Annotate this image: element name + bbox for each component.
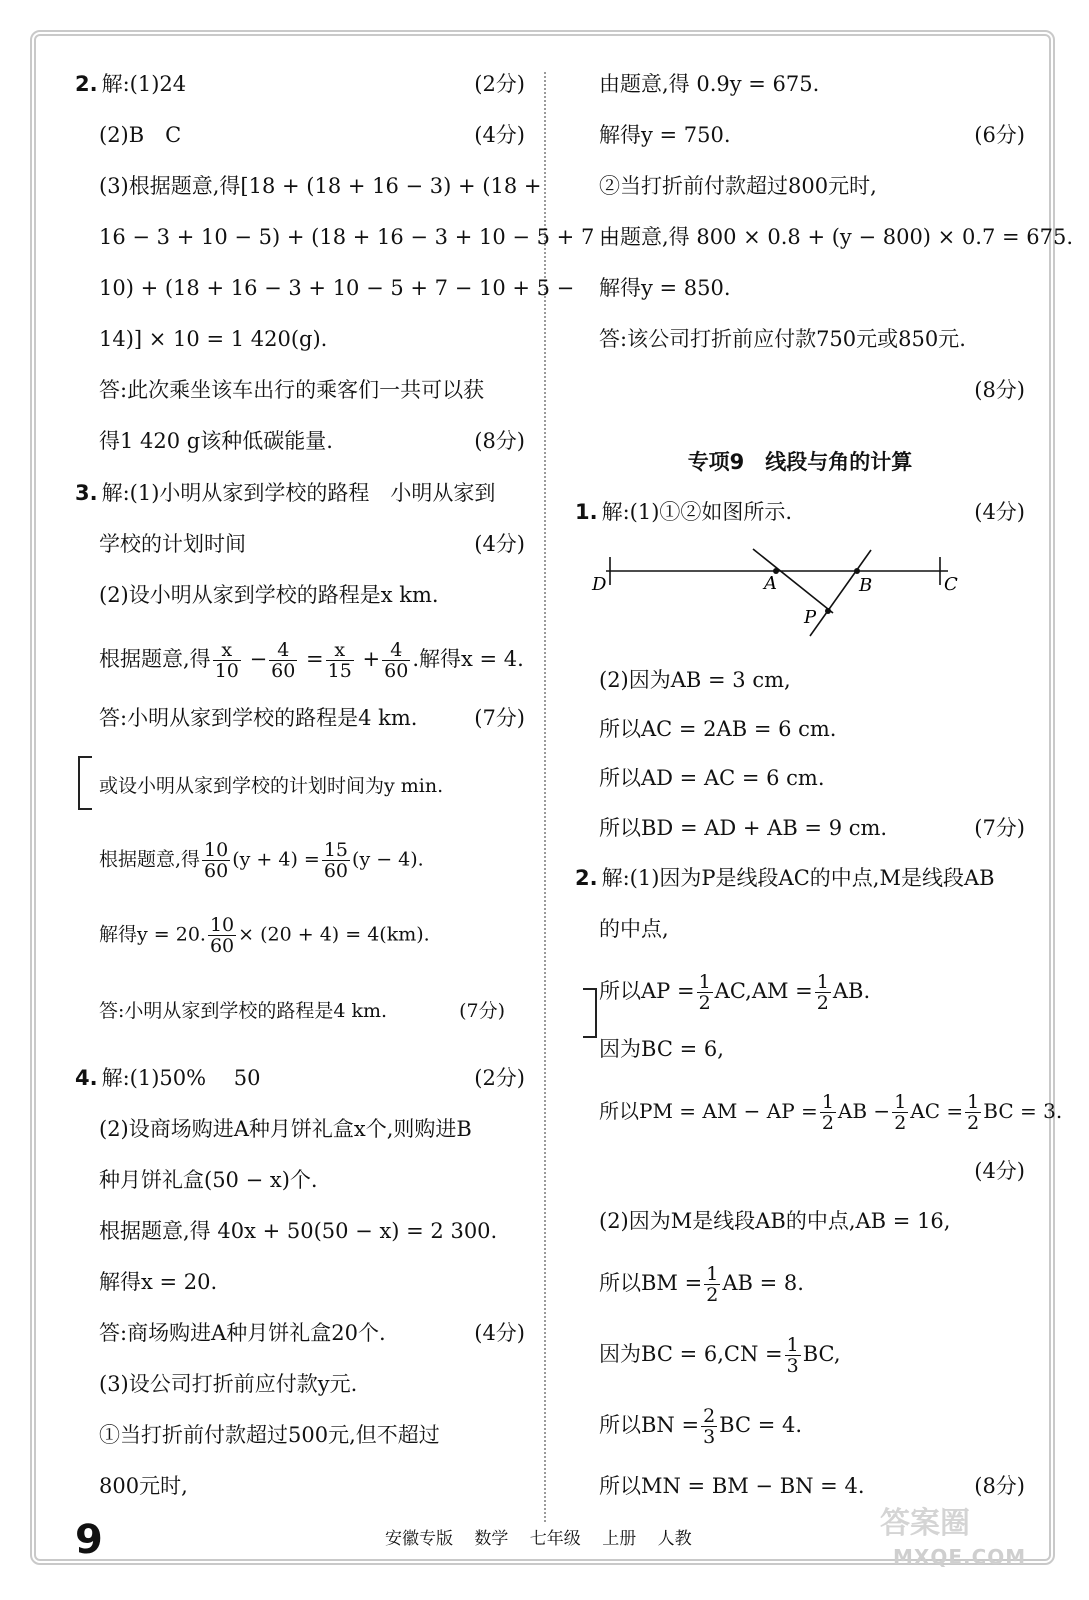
label-b: B xyxy=(859,575,873,596)
q3-line-7: 根据题意,得 $\frac{10}{60}$ (y + 4) = $\frac{15}{60}$ (y − 4). xyxy=(99,839,424,882)
point-b xyxy=(854,568,860,574)
q4-line-2: (2)设商场购进A种月饼礼盒x个,则购进B xyxy=(99,1117,472,1141)
cont-line-5: 解得y = 850. xyxy=(599,276,731,300)
fraction: $\frac{10}{60}$ xyxy=(209,914,235,957)
score: (7分) xyxy=(459,1000,505,1022)
q3-line-6: 或设小明从家到学校的计划时间为y min. xyxy=(99,775,444,797)
q4-line-5: 解得x = 20. xyxy=(99,1270,218,1294)
cont-line-7 xyxy=(575,372,1025,408)
fraction: $\frac{1}{2}$ xyxy=(967,1091,980,1134)
p2-line-5: 所以PM = AM − AP = $\frac{1}{2}$ AB − $\frac{1}{2}$ AC = $\frac{1}{2}$ BC = 3. xyxy=(599,1091,1063,1134)
p2-line-8: 因为BC = 6,CN = $\frac{1}{3}$ BC, xyxy=(599,1334,841,1377)
score: (8分) xyxy=(974,1474,1025,1498)
q4-line-1: 4. 解:(1)50% 50 (2分) xyxy=(75,1060,525,1096)
q4-line-6: 答:商场购进A种月饼礼盒20个. (4分) xyxy=(75,1315,525,1351)
q4-line-4: 根据题意,得 40x + 50(50 − x) = 2 300. xyxy=(99,1219,498,1243)
p2-line-9: 所以BN = $\frac{2}{3}$ BC = 4. xyxy=(599,1405,803,1448)
score: (7分) xyxy=(974,816,1025,840)
q2-line-6: 14)] × 10 = 1 420(g). xyxy=(99,327,328,351)
section-title: 专项9 线段与角的计算 xyxy=(687,450,913,474)
q3-line-1: 3. 解:(1)小明从家到学校的路程 小明从家到 xyxy=(75,481,496,505)
score: (4分) xyxy=(474,532,525,556)
p1-line-1: 1. 解:(1)①②如图所示. (4分) xyxy=(575,494,1025,530)
p2-line-1: 2. 解:(1)因为P是线段AC的中点,M是线段AB xyxy=(575,866,995,890)
p1-line-2: (2)因为AB = 3 cm, xyxy=(599,668,791,692)
score: (6分) xyxy=(974,123,1025,147)
line-segment-diagram xyxy=(588,545,978,645)
fraction: $\frac{2}{3}$ xyxy=(703,1405,716,1448)
q2-line-8: 得1 420 g该种低碳能量. (8分) xyxy=(75,423,525,459)
p2-line-2: 的中点, xyxy=(599,917,669,941)
score: (2分) xyxy=(474,1066,525,1090)
score: (4分) xyxy=(974,1159,1025,1183)
fraction: $\frac{4}{60}$ xyxy=(384,639,409,682)
fraction: $\frac{4}{60}$ xyxy=(271,639,296,682)
q2-line-3: (3)根据题意,得[18 + (18 + 16 − 3) + (18 + xyxy=(99,174,542,198)
fraction: $\frac{x}{15}$ xyxy=(327,639,352,682)
p2-line-3: 所以AP = $\frac{1}{2}$ AC,AM = $\frac{1}{2}$ AB. xyxy=(599,971,871,1014)
score: (4分) xyxy=(974,500,1025,524)
cont-line-4: 由题意,得 800 × 0.8 + (y − 800) × 0.7 = 675. xyxy=(599,225,1074,249)
page-number: 9 xyxy=(75,1517,103,1563)
score: (8分) xyxy=(474,429,525,453)
watermark-logo: 答案圈 xyxy=(880,1506,970,1541)
q2-line-1: 2. 解:(1)24 (2分) xyxy=(75,66,525,102)
q3-line-9: 答:小明从家到学校的路程是4 km. (7分) xyxy=(75,993,505,1029)
q3-line-2: 学校的计划时间 (4分) xyxy=(75,526,525,562)
fraction: $\frac{10}{60}$ xyxy=(204,839,229,882)
fraction: $\frac{x}{10}$ xyxy=(214,639,239,682)
q2-line-2: (2)B C (4分) xyxy=(75,117,525,153)
label-d: D xyxy=(592,574,607,595)
p1-line-5: 所以BD = AD + AB = 9 cm. (7分) xyxy=(575,810,1025,846)
fraction: $\frac{1}{2}$ xyxy=(698,971,711,1014)
score: (4分) xyxy=(474,123,525,147)
p2-line-5-score xyxy=(575,1153,1025,1189)
score: (2分) xyxy=(474,72,525,96)
book-info: 安徽专版 数学 七年级 上册 人教 xyxy=(385,1529,692,1549)
q3-line-8: 解得y = 20. $\frac{10}{60}$ × (20 + 4) = 4(km). xyxy=(99,914,430,957)
score: (7分) xyxy=(474,706,525,730)
p2-line-7: 所以BM = $\frac{1}{2}$ AB = 8. xyxy=(599,1263,804,1306)
q2-line-4: 16 − 3 + 10 − 5) + (18 + 16 − 3 + 10 − 5 + 7 − xyxy=(99,225,619,249)
q3-line-5: 答:小明从家到学校的路程是4 km. (7分) xyxy=(75,700,525,736)
fraction: $\frac{1}{3}$ xyxy=(786,1334,799,1377)
p2-line-6: (2)因为M是线段AB的中点,AB = 16, xyxy=(599,1209,951,1233)
cont-line-3: ②当打折前付款超过800元时, xyxy=(599,174,877,198)
fraction: $\frac{1}{2}$ xyxy=(706,1263,719,1306)
point-p xyxy=(825,608,831,614)
fraction: $\frac{15}{60}$ xyxy=(323,839,349,882)
label-a: A xyxy=(764,573,777,594)
cont-line-1: 由题意,得 0.9y = 675. xyxy=(599,72,820,96)
q4-line-3: 种月饼礼盒(50 − x)个. xyxy=(99,1168,318,1192)
q3-line-3: (2)设小明从家到学校的路程是x km. xyxy=(99,583,439,607)
fraction: $\frac{1}{2}$ xyxy=(894,1091,907,1134)
q4-line-8: ①当打折前付款超过500元,但不超过 xyxy=(99,1423,440,1447)
cont-line-6: 答:该公司打折前应付款750元或850元. xyxy=(599,327,966,351)
cont-line-2: 解得y = 750. (6分) xyxy=(575,117,1025,153)
p2-line-4: 因为BC = 6, xyxy=(599,1037,724,1061)
q4-line-9: 800元时, xyxy=(99,1474,188,1498)
p2-line-10: 所以MN = BM − BN = 4. (8分) xyxy=(575,1468,1025,1504)
label-p: P xyxy=(804,607,817,628)
p1-line-4: 所以AD = AC = 6 cm. xyxy=(599,766,825,790)
q4-line-7: (3)设公司打折前应付款y元. xyxy=(99,1372,358,1396)
label-c: C xyxy=(944,574,958,595)
score: (4分) xyxy=(474,1321,525,1345)
q2-line-7: 答:此次乘坐该车出行的乘客们一共可以获 xyxy=(99,378,485,402)
q2-line-5: 10) + (18 + 16 − 3 + 10 − 5 + 7 − 10 + 5 − xyxy=(99,276,575,300)
fraction: $\frac{1}{2}$ xyxy=(821,1091,834,1134)
fraction: $\frac{1}{2}$ xyxy=(816,971,829,1014)
p1-line-3: 所以AC = 2AB = 6 cm. xyxy=(599,717,837,741)
watermark-url: MXQE.COM xyxy=(893,1545,1027,1569)
score: (8分) xyxy=(974,378,1025,402)
q3-line-4: 根据题意,得 $\frac{x}{10}$ − $\frac{4}{60}$ = $\frac{x}{15}$ + $\frac{4}{60}$ .解得x = 4. xyxy=(99,639,524,682)
